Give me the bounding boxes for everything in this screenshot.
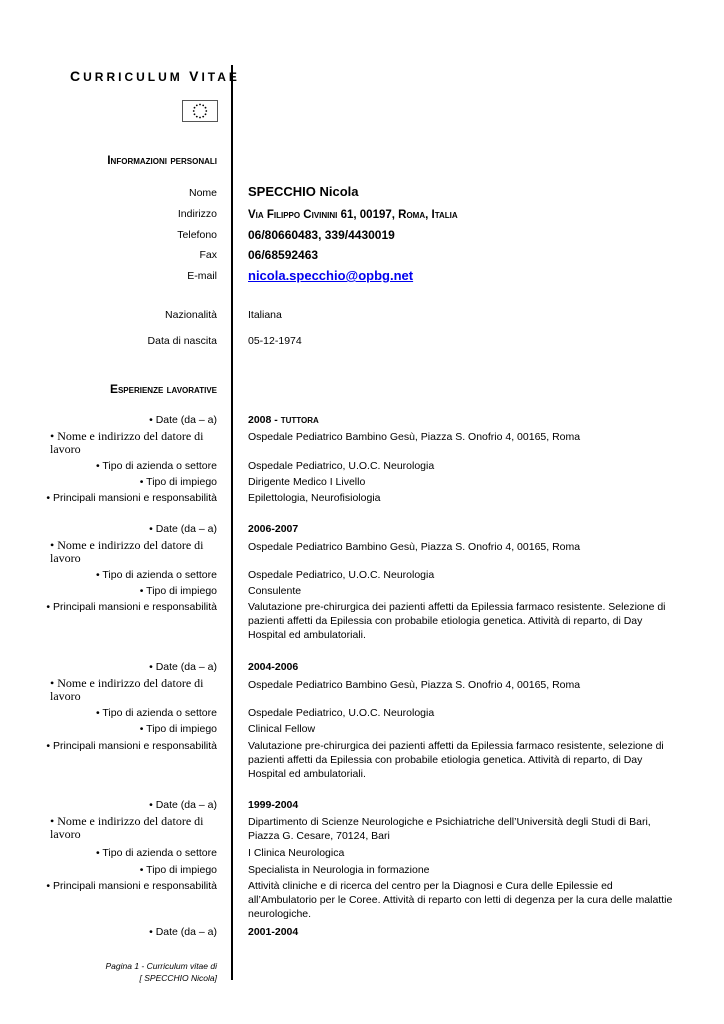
job-employer: Ospedale Pediatrico Bambino Gesù, Piazza S. Onofrio 4, 00165, Roma (248, 431, 581, 443)
label-nome: Nome (188, 187, 217, 199)
label-telefono: Telefono (177, 229, 217, 241)
label-duties: • Principali mansioni e responsabilità (46, 740, 217, 752)
job-employer: Ospedale Pediatrico Bambino Gesù, Piazza S. Onofrio 4, 00165, Roma (248, 541, 581, 553)
footer-line-2: [ SPECCHIO Nicola] (139, 973, 217, 983)
job-date: 2008 - TUTTORA (248, 414, 319, 426)
job-employer: Ospedale Pediatrico Bambino Gesù, Piazza S. Onofrio 4, 00165, Roma (248, 679, 581, 691)
job-type: Consulente (248, 585, 302, 597)
job-sector: Ospedale Pediatrico, U.O.C. Neurologia (248, 707, 435, 719)
label-indirizzo: Indirizzo (177, 208, 217, 220)
label-job-type: • Tipo di impiego (139, 476, 217, 488)
label-data-nascita: Data di nascita (147, 335, 217, 347)
job-sector: I Clinica Neurologica (248, 847, 345, 859)
label-employer: • Nome e indirizzo del datore di lavoro (50, 538, 204, 565)
cv-title: CURRICULUM VITAE (70, 68, 240, 84)
job-date: 1999-2004 (248, 799, 299, 811)
label-date: • Date (da – a) (149, 799, 217, 811)
label-nazionalita: Nazionalità (165, 309, 217, 321)
vertical-divider (231, 65, 233, 980)
job-type: Specialista in Neurologia in formazione (248, 864, 430, 876)
value-data-nascita: 05-12-1974 (248, 335, 302, 347)
job-type: Clinical Fellow (248, 723, 316, 735)
label-job-type: • Tipo di impiego (139, 864, 217, 876)
label-sector: • Tipo di azienda o settore (95, 707, 217, 719)
footer-line-1: Pagina 1 - Curriculum vitae di (105, 961, 217, 971)
job-duties: Attività cliniche e di ricerca del centro per la Diagnosi e Cura delle Epilessie ed all’Ambulatorio per le Coree. Attività di reparto con letti di degenza per la cura delle malattie neurologiche. (248, 880, 673, 920)
label-sector: • Tipo di azienda o settore (95, 460, 217, 472)
label-date: • Date (da – a) (149, 523, 217, 535)
job-duties: Valutazione pre-chirurgica dei pazienti affetti da Epilessia farmaco resistente, selezione di pazienti affetti da Epilessia con probabile etiologia genetica. Attività di reparto, di Day Hospital ed ambulatoriali. (248, 740, 664, 780)
label-duties: • Principali mansioni e responsabilità (46, 492, 217, 504)
section-title-personal: Informazioni personali (107, 153, 217, 167)
label-employer: • Nome e indirizzo del datore di lavoro (50, 814, 204, 841)
value-telefono: 06/80660483, 339/4430019 (248, 228, 395, 242)
label-employer: • Nome e indirizzo del datore di lavoro (50, 429, 204, 456)
label-fax: Fax (199, 249, 217, 261)
label-job-type: • Tipo di impiego (139, 585, 217, 597)
value-fax: 06/68592463 (248, 248, 319, 262)
job-sector: Ospedale Pediatrico, U.O.C. Neurologia (248, 569, 435, 581)
job-duties: Valutazione pre-chirurgica dei pazienti affetti da Epilessia farmaco resistente. Selezione di pazienti affetti da Epilessia con probabile etiologia genetica. Attività di reparto, di Day Hospital ed ambulatoriali. (248, 601, 666, 641)
value-indirizzo: Via Filippo Civinini 61, 00197, Roma, Italia (248, 209, 458, 221)
eu-flag-icon (182, 100, 218, 122)
label-email: E-mail (187, 270, 217, 282)
job-employer: Dipartimento di Scienze Neurologiche e Psichiatriche dell’Università degli Studi di Bari, Piazza G. Cesare, 70124, Bari (248, 816, 651, 842)
job-duties: Epilettologia, Neurofisiologia (248, 492, 381, 504)
label-duties: • Principali mansioni e responsabilità (46, 601, 217, 613)
label-sector: • Tipo di azienda o settore (95, 569, 217, 581)
job-date: 2004-2006 (248, 661, 299, 673)
job-date: 2006-2007 (248, 523, 299, 535)
label-employer: • Nome e indirizzo del datore di lavoro (50, 676, 204, 703)
value-nome: SPECCHIO Nicola (248, 184, 359, 199)
label-job-type: • Tipo di impiego (139, 723, 217, 735)
job-date: 2001-2004 (248, 926, 299, 938)
label-date: • Date (da – a) (149, 926, 217, 938)
label-sector: • Tipo di azienda o settore (95, 847, 217, 859)
label-duties: • Principali mansioni e responsabilità (46, 880, 217, 892)
email-link[interactable]: nicola.specchio@opbg.net (248, 268, 414, 283)
label-date: • Date (da – a) (149, 661, 217, 673)
job-sector: Ospedale Pediatrico, U.O.C. Neurologia (248, 460, 435, 472)
section-title-experience: Esperienze lavorative (109, 382, 217, 396)
job-type: Dirigente Medico I Livello (248, 476, 366, 488)
value-nazionalita: Italiana (248, 309, 282, 321)
page-footer (106, 960, 218, 984)
label-date: • Date (da – a) (149, 414, 217, 426)
